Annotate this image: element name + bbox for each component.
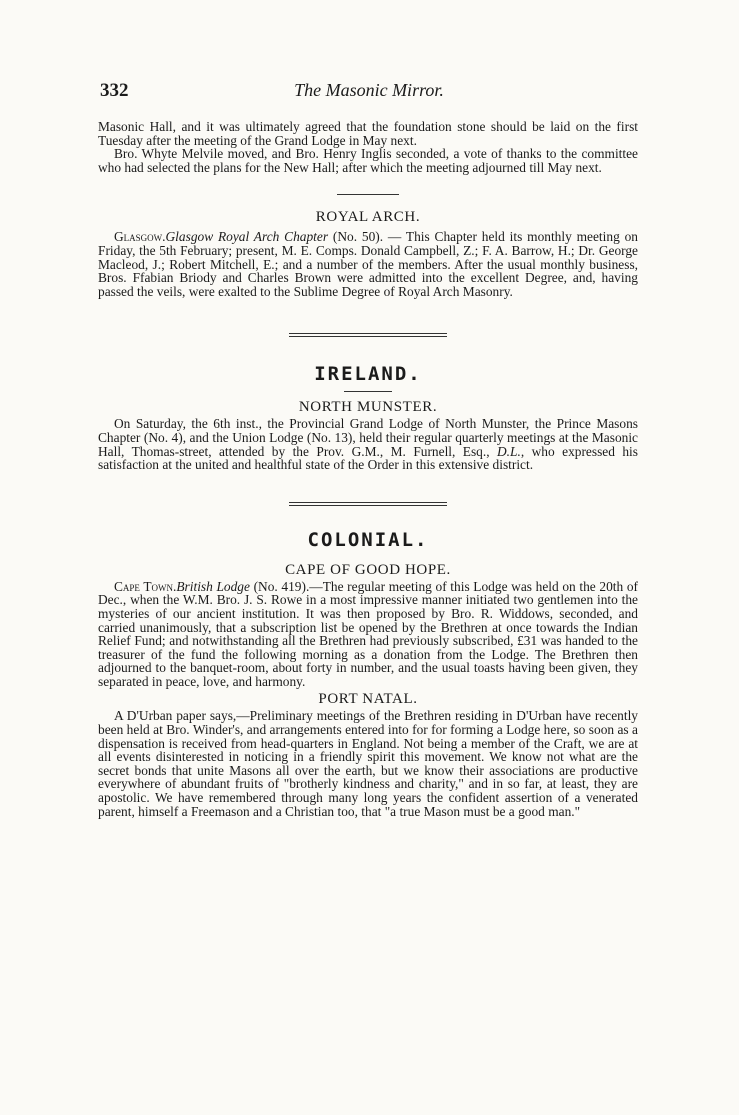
- colonial-heading: COLONIAL.: [307, 528, 429, 551]
- royal-arch-paragraph: [98, 230, 638, 298]
- place-name: Cape Town.: [114, 578, 177, 594]
- north-munster-heading: NORTH MUNSTER.: [298, 399, 438, 416]
- section-divider-short: [337, 194, 399, 195]
- continuation-paragraph-2: Bro. Whyte Melvile moved, and Bro. Henry Inglis seconded, a vote of thanks to the committee who had selected the plans for the New Hall; after which the meeting adjourned till May next.: [98, 146, 638, 175]
- page-number: 332: [100, 80, 129, 101]
- place-name: Glasgow.: [114, 229, 166, 245]
- paragraph-text: (No. 50). — This Chapter held its monthly meeting on Friday, the 5th February; present, M. E. Comps. Donald Campbell, Z.; F. A. Barrow, H.; Dr. George Macleod, J.; Robert Mitchell, E.; and a number of the members. After the usual monthly business, Bros. Ffabian Briody and Charles Brown were admitted into the excellent Degree, and, having passed the veils, were exalted to the Sublime Degree of Royal Arch Masonry.: [98, 229, 638, 299]
- page-header: [100, 80, 638, 104]
- ireland-heading: IRELAND.: [314, 363, 422, 386]
- continuation-paragraph: Masonic Hall, and it was ultimately agreed that the foundation stone should be laid on the first Tuesday after the meeting of the Grand Lodge in May next.: [98, 119, 638, 148]
- royal-arch-heading: ROYAL ARCH.: [315, 209, 421, 226]
- lodge-name: Glasgow Royal Arch Chapter: [165, 229, 329, 245]
- paragraph-text-end: , who expressed his satisfaction at the united and healthful state of the Order in this extensive district.: [98, 443, 638, 473]
- north-munster-paragraph: [98, 417, 638, 471]
- section-divider-short: [344, 391, 392, 392]
- paragraph-text: (No. 419).—The regular meeting of this Lodge was held on the 20th of Dec., when the W.M. Bro. J. S. Rowe in a most impressive manner initiated two gentlemen into the mysteries of our ancient institution. It was then proposed by Bro. R. Widdows, seconded, and carried unanimously, that a subscription list be opened by the Brethren at once towards the Indian Relief Fund; and notwithstanding all the Brethren had previously subscribed, £31 was handed to the treasurer of the fund the following morning as a donation from the Lodge. The Brethren then adjourned to the banquet-room, about forty in number, and the usual toasts having been given, they separated in peace, love, and harmony.: [98, 578, 638, 689]
- port-natal-paragraph: A D'Urban paper says,—Preliminary meetings of the Brethren residing in D'Urban have recently been held at Bro. Winder's, and arrangements entered into for for forming a Lodge here, so soon as a dispensation is received from head-quarters in England. Not being a member of the Craft, we are at all events disinterested in noticing in a friendly spirit this movement. We know not what are the secret bonds that unite Masons all over the earth, but we know their associations are productive everywhere of abundant fruits of "brotherly kindness and charity," and in so far, at least, they are apostolic. We have remembered through many long years the confident assertion of a venerated parent, himself a Freemason and a Christian too, that "a true Mason must be a good man.": [98, 708, 638, 819]
- port-natal-heading: PORT NATAL.: [318, 691, 418, 708]
- cape-heading: CAPE OF GOOD HOPE.: [285, 561, 451, 578]
- section-divider-double: [289, 502, 447, 506]
- running-title: The Masonic Mirror.: [294, 80, 444, 100]
- cape-paragraph: [98, 580, 638, 689]
- paragraph-text: On Saturday, the 6th inst., the Provincial Grand Lodge of North Munster, the Prince Masons Chapter (No. 4), and the Union Lodge (No. 13), held their regular quarterly meetings at the Masonic Hall, Thomas-street, attended by the Prov. G.M., M. Furnell, Esq.,: [98, 416, 638, 459]
- article-body: [98, 120, 638, 818]
- lodge-name: British Lodge: [176, 578, 250, 594]
- title-abbreviation: D.L.: [497, 443, 521, 459]
- section-divider-double: [289, 333, 447, 337]
